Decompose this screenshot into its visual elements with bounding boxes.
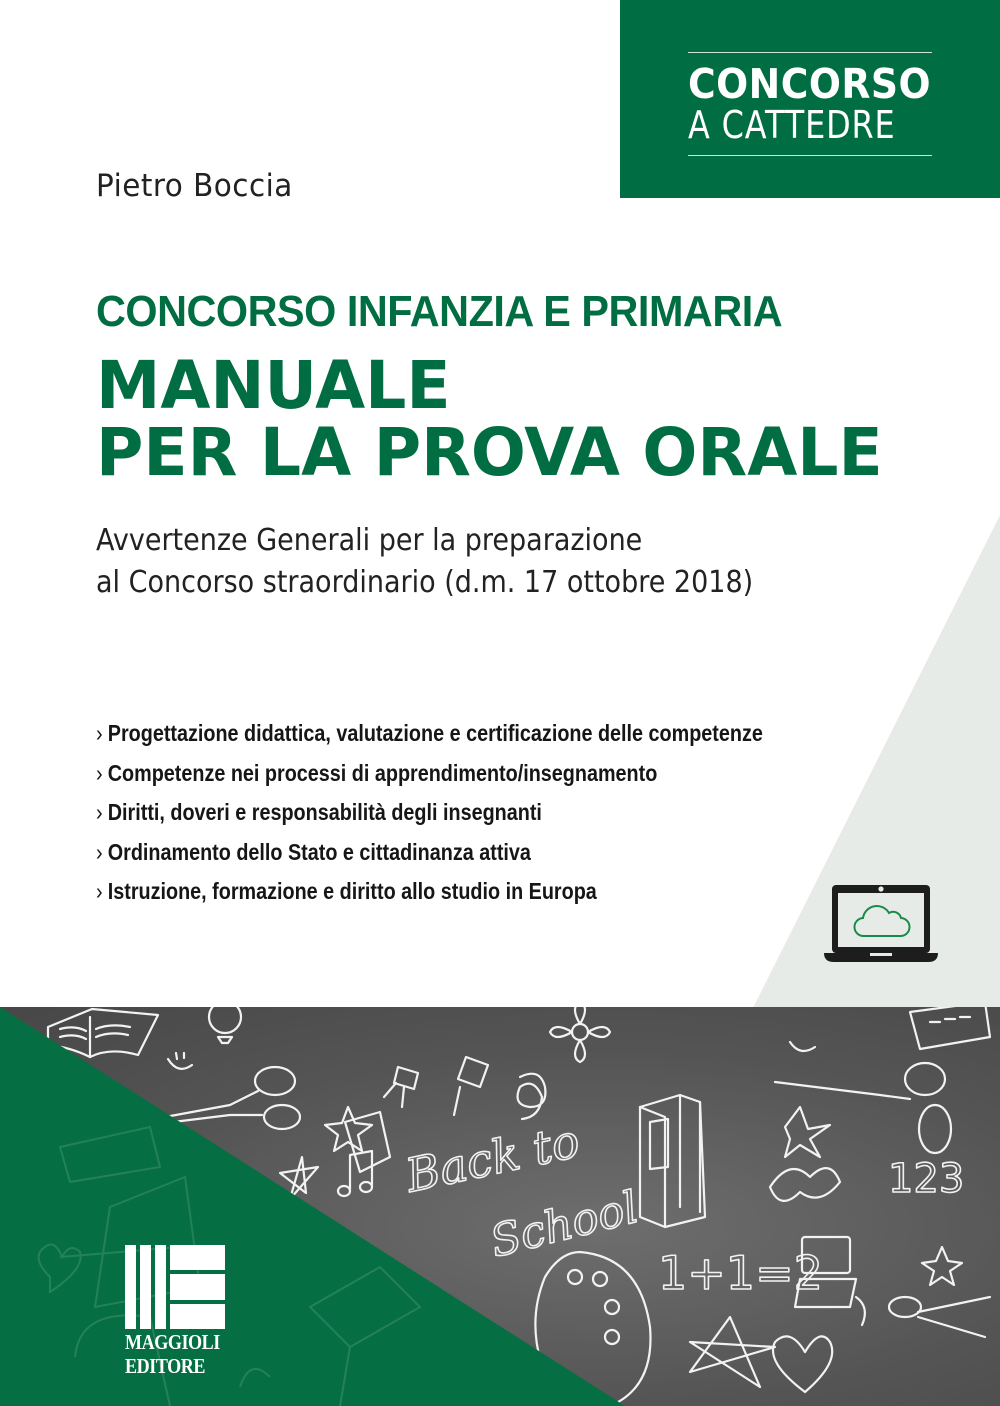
book-subtitle [96, 520, 753, 604]
kicker-heading: CONCORSO INFANZIA E PRIMARIA [96, 287, 783, 336]
eraser-doodle-icon [345, 1112, 390, 1172]
pushpin-doodle-icon [384, 1067, 418, 1107]
publisher-name-line-2: EDITORE [125, 1354, 205, 1378]
books-stack-doodle-icon [640, 1095, 705, 1227]
topic-item: › Ordinamento dello Stato e cittadinanza attiva [96, 838, 531, 865]
smiley-doodle-icon [790, 1042, 815, 1051]
star-outline-doodle-icon [690, 1317, 775, 1387]
publisher-name-line-1: MAGGIOLI [125, 1330, 220, 1354]
school-text: School [485, 1181, 644, 1268]
topic-item: › Competenze nei processi di apprendimento/insegnamento [96, 759, 658, 786]
book-title [96, 347, 883, 491]
series-rule-bottom [688, 155, 932, 156]
scissors-doodle-icon [165, 1067, 300, 1129]
star-outline-doodle-icon [785, 1107, 830, 1157]
scribble-doodle-icon [518, 1074, 546, 1119]
pushpin-doodle-icon [454, 1057, 488, 1115]
book-title-line-2: PER LA PROVA ORALE [96, 414, 883, 491]
series-badge [620, 0, 1000, 198]
star-outline-doodle-icon [922, 1247, 962, 1285]
publisher-logo [125, 1245, 225, 1377]
topic-item: › Diritti, doveri e responsabilità degli insegnanti [96, 799, 542, 825]
laptop-cloud-icon [824, 882, 938, 964]
chevron-right-icon: › [96, 759, 103, 786]
scribble-doodle-icon [770, 1168, 840, 1201]
chevron-right-icon: › [96, 720, 103, 746]
globe-doodle-icon [209, 1007, 241, 1043]
topic-item: › Progettazione didattica, valutazione e certificazione delle competenze [96, 720, 763, 746]
scissors-doodle-icon [889, 1297, 990, 1337]
heart-doodle-icon [773, 1336, 832, 1392]
topic-item: › Istruzione, formazione e diritto allo studio in Europa [96, 878, 597, 904]
topics-list [96, 714, 871, 912]
equation-text: 1+1=2 [658, 1246, 823, 1300]
maggioli-logo-icon [125, 1245, 225, 1329]
chevron-right-icon: › [96, 878, 103, 904]
series-subtitle: A CATTEDRE [688, 103, 896, 147]
smiley-doodle-icon [168, 1053, 192, 1069]
chevron-right-icon: › [96, 799, 103, 825]
author-name: Pietro Boccia [96, 168, 293, 204]
star-doodle-icon [325, 1107, 372, 1151]
back-to-text: Back to [401, 1113, 585, 1203]
series-rule-top [688, 52, 932, 53]
flower-doodle-icon [550, 1007, 610, 1062]
series-title: CONCORSO [688, 60, 932, 108]
calculator-doodle-icon [910, 1007, 990, 1049]
book-subtitle-line-2: al Concorso straordinario (d.m. 17 ottobre 2018) [96, 565, 754, 600]
numbers-text: 123 [888, 1156, 965, 1202]
book-subtitle-line-1: Avvertenze Generali per la preparazione [96, 523, 643, 558]
chevron-right-icon: › [96, 838, 103, 865]
book-title-line-1: MANUALE [96, 347, 451, 424]
